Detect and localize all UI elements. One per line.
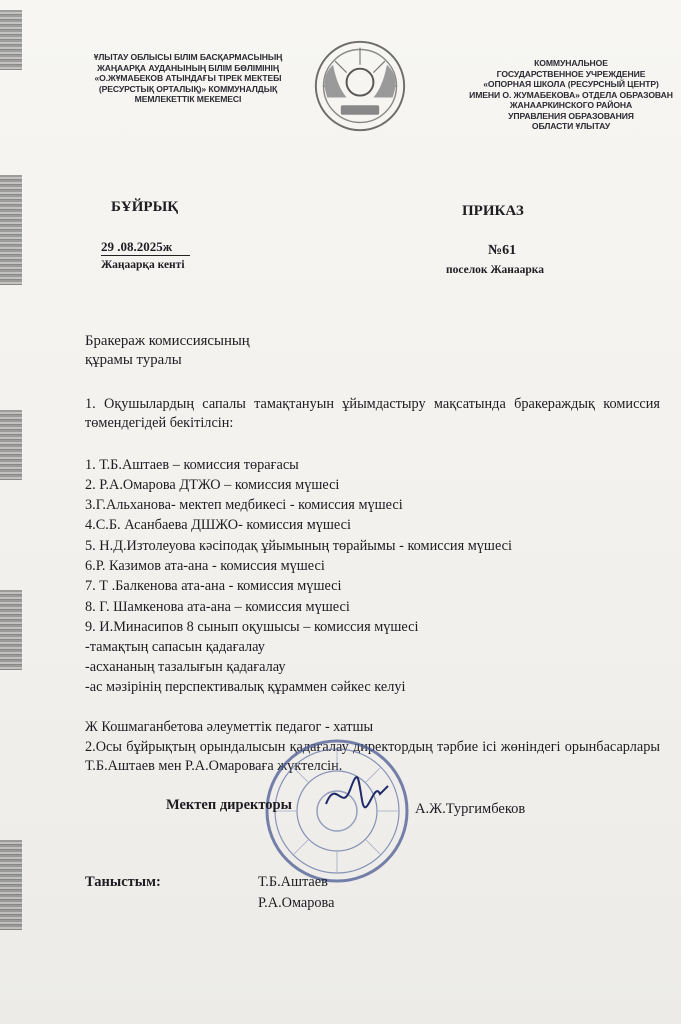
state-emblem-icon [312,38,408,134]
secretary-line: Ж Кошмаганбетова әлеуметтік педагог - хатшы [85,719,374,735]
list-item: 5. Н.Д.Изтолеуова кәсіподақ ұйымының төрайымы - комиссия мүшесі [85,538,512,554]
title-kz: БҰЙРЫҚ [111,199,179,215]
scan-edge-shadow [0,10,22,70]
list-item: 6.Р. Казимов ата-ана - комиссия мүшесі [85,558,325,574]
scan-edge-shadow [0,840,22,930]
list-item: 3.Г.Альханова- мектеп медбикесі - комиссия мүшесі [85,497,403,513]
list-item: 7. Т .Балкенова ата-ана - комиссия мүшесі [85,578,342,594]
subject-line-1: Бракераж комиссиясының [85,333,250,349]
header-ru-org: КОММУНАЛЬНОЕ ГОСУДАРСТВЕННОЕ УЧРЕЖДЕНИЕ «ОПОРНАЯ ШКОЛА (РЕСУРСНЫЙ ЦЕНТР) ИМЕНИ О. ЖУМАБЕКОВА» ОТДЕЛА ОБРАЗОВАН ЖАНААРКИНСКОГО РАЙОНА УПРАВЛЕНИЯ ОБРАЗОВАНИЯ ОБЛАСТИ ҰЛЫТАУ [469,58,673,131]
list-item: 4.С.Б. Асанбаева ДШЖО- комиссия мүшесі [85,517,351,533]
list-item: 9. И.Минасипов 8 сынып оқушысы – комиссия мүшесі [85,619,419,635]
title-ru: ПРИКАЗ [462,203,524,219]
scan-edge-shadow [0,175,22,285]
list-item: 8. Г. Шамкенова ата-ана – комиссия мүшесі [85,599,350,615]
list-item: -тамақтың сапасын қадағалау [85,639,265,655]
list-item: 2. Р.А.Омарова ДТЖО – комиссия мүшесі [85,477,340,493]
header-kz-org: ҰЛЫТАУ ОБЛЫСЫ БІЛІМ БАСҚАРМАСЫНЫҢ ЖАҢААРҚА АУДАНЫНЫҢ БІЛІМ БӨЛІМІНІҢ «О.ЖҰМАБЕКОВ АТЫНДАҒЫ ТІРЕК МЕКТЕБІ (РЕСУРСТЫҚ ОРТАЛЫҚ)» КОММУНАЛДЫҚ МЕМЛЕКЕТТІК МЕКЕМЕСІ [93,52,283,104]
list-item: 1. Т.Б.Аштаев – комиссия төрағасы [85,457,299,473]
acquainted-name: Т.Б.Аштаев [258,874,328,890]
paragraph-1: 1. Оқушылардың сапалы тамақтануын ұйымдастыру мақсатында бракераждық комиссия төмендегідей бекітілсін: [85,396,660,431]
scan-edge-shadow [0,590,22,670]
list-item: -ас мәзірінің перспективалық құраммен сәйкес келуі [85,679,406,695]
doc-number: №61 [488,243,517,258]
director-name: А.Ж.Тургимбеков [415,801,526,817]
place-ru: поселок Жанаарка [446,264,544,276]
signature-icon [322,770,392,820]
director-label: Мектеп директоры [166,797,292,813]
acquainted-name: Р.А.Омарова [258,895,335,911]
place-kz: Жаңаарқа кенті [101,259,185,271]
doc-date: 29 .08.2025ж [101,239,190,256]
scan-edge-shadow [0,410,22,480]
paragraph-2: 2.Осы бұйрықтың орындалысын қадағалау директордың тәрбие ісі жөніндегі орынбасарлары Т.Б.Аштаев мен Р.А.Омароваға жүктелсін. [85,739,660,774]
subject-line-2: құрамы туралы [85,352,182,368]
acquainted-label: Таныстым: [85,874,161,890]
list-item: -асхананың тазалығын қадағалау [85,659,286,675]
